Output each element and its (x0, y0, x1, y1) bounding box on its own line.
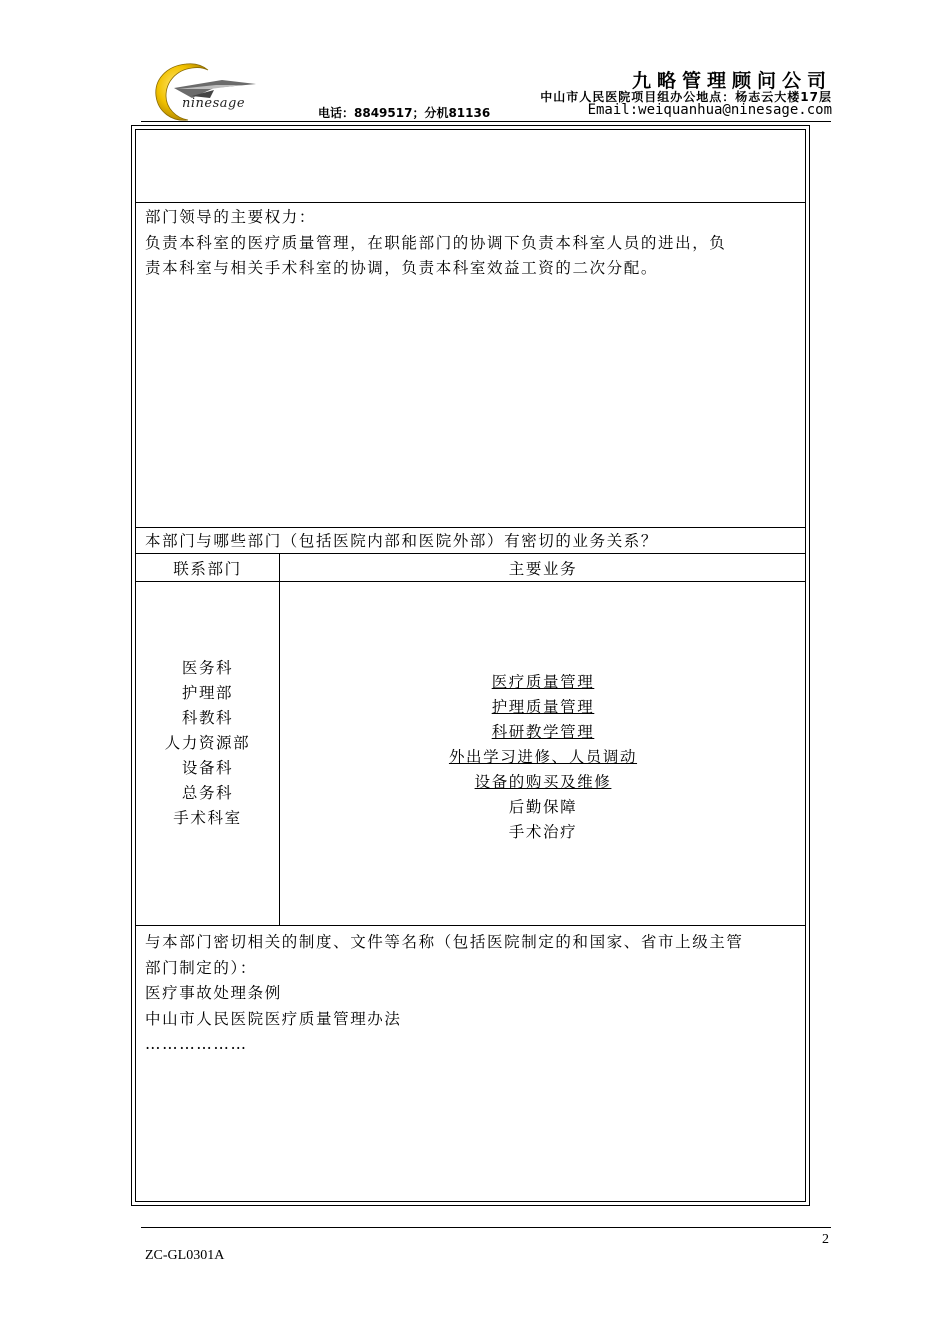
company-logo (152, 58, 264, 126)
business-list (280, 670, 806, 845)
footer-divider (141, 1227, 831, 1228)
department-item: 总务科 (181, 784, 234, 802)
department-item: 医务科 (181, 659, 234, 677)
business-item: 后勤保障 (508, 798, 578, 816)
regulations-title: 与本部门密切相关的制度、文件等名称（包括医院制定的和国家、省市上级主管 (145, 933, 744, 951)
regulation-item: 中山市人民医院医疗质量管理办法 (145, 1009, 402, 1028)
department-item: 手术科室 (173, 809, 242, 827)
regulations-title: 部门制定的）： (145, 958, 257, 977)
regulation-item: ……………… (145, 1035, 248, 1053)
logo-emblem-icon (152, 58, 264, 126)
regulation-item: 医疗事故处理条例 (145, 984, 282, 1002)
department-item: 科教科 (181, 709, 234, 727)
row-divider (135, 581, 806, 582)
authority-title: 部门领导的主要权力： (145, 208, 317, 226)
logo-text: ninesage (182, 96, 246, 111)
business-item: 设备的购买及维修 (474, 773, 612, 791)
department-item: 人力资源部 (164, 734, 251, 752)
relations-question: 本部门与哪些部门（包括医院内部和医院外部）有密切的业务关系？ (145, 532, 659, 550)
business-item: 科研教学管理 (491, 723, 595, 741)
page-number: 2 (822, 1232, 829, 1247)
phone-number: 电话：8849517；分机81136 (318, 106, 491, 120)
relations-question-row (145, 529, 658, 555)
row-divider (135, 202, 806, 203)
column-header-department: 联系部门 (173, 560, 242, 578)
authority-line: 责本科室与相关手术科室的协调，负责本科室效益工资的二次分配。 (145, 259, 659, 277)
row-divider (135, 925, 806, 926)
company-address: 中山市人民医院项目组办公地点：杨志云大楼17层 (540, 90, 832, 104)
column-header-business: 主要业务 (508, 560, 578, 578)
department-item: 设备科 (181, 759, 234, 777)
business-item: 手术治疗 (508, 823, 578, 841)
company-name: 九略管理顾问公司 (631, 70, 832, 92)
email-address: Email:weiquanhua@ninesage.com (587, 102, 832, 118)
authority-section (145, 205, 726, 282)
header-divider (141, 121, 831, 122)
department-list (136, 656, 279, 831)
document-code: ZC-GL0301A (145, 1248, 225, 1263)
row-divider (135, 527, 806, 528)
business-item: 外出学习进修、人员调动 (448, 748, 638, 766)
business-item: 医疗质量管理 (491, 673, 595, 691)
department-item: 护理部 (181, 684, 234, 702)
authority-line: 负责本科室的医疗质量管理，在职能部门的协调下负责本科室人员的进出，负 (145, 233, 727, 252)
business-item: 护理质量管理 (491, 698, 595, 716)
regulations-section (145, 930, 744, 1058)
